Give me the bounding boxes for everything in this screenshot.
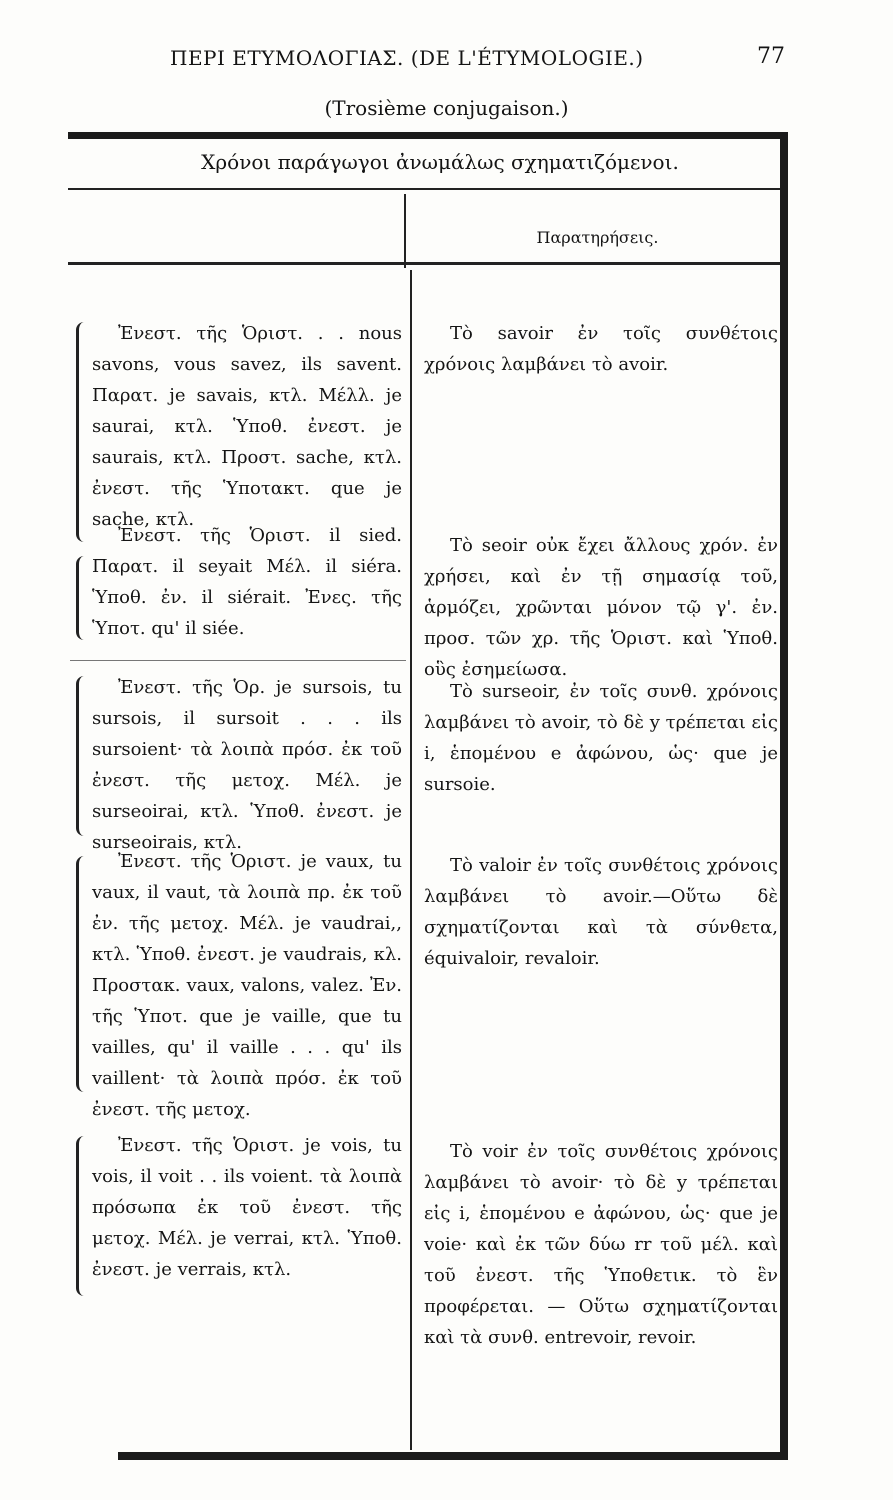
remark-text: Τὸ seoir οὐκ ἔχει ἄλλους χρόν. ἐν χρήσει, καὶ ἐν τῇ σημασίᾳ τοῦ, ἁρμόζει, χρῶνται μόνον τῷ γ'. ἐν. προσ. τῶν χρ. τῆς Ὁριστ. καὶ Ὑποθ. οὓς ἐσημείωσα. bbox=[424, 535, 778, 680]
remark-voir bbox=[424, 1136, 778, 1353]
entry-divider bbox=[70, 660, 406, 661]
remark-surseoir bbox=[424, 676, 778, 800]
table-right-border bbox=[780, 132, 788, 1460]
subtitle: (Trosième conjugaison.) bbox=[324, 96, 569, 120]
left-entry-text: Ἐνεστ. τῆς Ὁριστ. . . nous savons, vous savez, ils savent. Παρατ. je savais, κτλ. Μέλλ. je saurai, κτλ. Ὑποθ. ἐνεστ. je saurais, κτλ. Προστ. sache, κτλ. ἐνεστ. τῆς Ὑποτακτ. que je sache, κτλ. bbox=[92, 323, 402, 530]
brace-seoir bbox=[76, 556, 85, 640]
left-entry-savoir bbox=[92, 318, 402, 535]
right-column-header: Παρατηρήσεις. bbox=[536, 228, 659, 247]
remark-valoir bbox=[424, 850, 778, 974]
table-title: Χρόνοι παράγωγοι ἀνωμάλως σχηματιζόμενοι. bbox=[201, 150, 679, 174]
page-number: 77 bbox=[757, 44, 785, 69]
left-entry-text: Ἐνεστ. τῆς Ὁριστ. je vois, tu vois, il voit . . ils voient. τὰ λοιπὰ πρόσωπα ἐκ τοῦ ἐνεστ. τῆς μετοχ. Μέλ. je verrai, κτλ. Ὑποθ. ἐνεστ. je verrais, κτλ. bbox=[92, 1135, 402, 1280]
header-bottom-rule bbox=[68, 262, 780, 265]
brace-voir bbox=[76, 1136, 85, 1296]
left-entry-text: Ἐνεστ. τῆς Ὁριστ. je vaux, tu vaux, il vaut, τὰ λοιπὰ πρ. ἐκ τοῦ ἐν. τῆς μετοχ. Μέλ. je vaudrai,, κτλ. Ὑποθ. ἐνεστ. je vaudrais, κλ. Προστακ. vaux, valons, valez. Ἐν. τῆς Ὑποτ. que je vaille, que tu vailles, qu' il vaille . . . qu' ils vaillent· τὰ λοιπὰ πρόσ. ἐκ τοῦ ἐνεστ. τῆς μετοχ. bbox=[92, 851, 402, 1120]
left-entry-valoir bbox=[92, 846, 402, 1125]
remark-text: Τὸ savoir ἐν τοῖς συνθέτοις χρόνοις λαμβάνει τὸ avoir. bbox=[424, 323, 778, 375]
table-top-rule bbox=[68, 132, 788, 139]
remark-seoir bbox=[424, 530, 778, 685]
left-entry-surseoir bbox=[92, 672, 402, 858]
brace-savoir bbox=[76, 322, 85, 542]
header-column-separator bbox=[404, 194, 406, 268]
header-rule bbox=[68, 188, 780, 190]
remark-text: Τὸ voir ἐν τοῖς συνθέτοις χρόνοις λαμβάνει τὸ avoir· τὸ δὲ y τρέπεται εἰς i, ἑπομένου e ἀφώνου, ὡς· que je voie· καὶ ἐκ τῶν δύω rr τοῦ μέλ. καὶ τοῦ ἐνεστ. τῆς Ὑποθετικ. τὸ ἓν προφέρεται. — Οὕτω σχηματίζονται καὶ τὰ συνθ. entrevoir, revoir. bbox=[424, 1141, 778, 1348]
remark-savoir bbox=[424, 318, 778, 380]
remark-text: Τὸ surseoir, ἐν τοῖς συνθ. χρόνοις λαμβάνει τὸ avoir, τὸ δὲ y τρέπεται εἰς i, ἑπομένου e ἀφώνου, ὡς· que je sursoie. bbox=[424, 681, 778, 795]
left-entry-text: Ἐνεστ. τῆς Ὁριστ. il sied. Παρατ. il seyait Μέλ. il siéra. Ὑποθ. ἐν. il siérait. Ἐνες. τῆς Ὑποτ. qu' il siée. bbox=[92, 525, 402, 639]
column-separator bbox=[410, 270, 412, 1450]
running-title: ΠΕΡΙ ΕΤΥΜΟΛΟΓΙΑΣ. (DE L'ÉTYMOLOGIE.) bbox=[170, 46, 644, 70]
table-bottom-border bbox=[118, 1452, 788, 1460]
remark-text: Τὸ valoir ἐν τοῖς συνθέτοις χρόνοις λαμβάνει τὸ avoir.—Οὕτω δὲ σχηματίζονται καὶ τὰ σύνθετα, équivaloir, revaloir. bbox=[424, 855, 778, 969]
brace-valoir bbox=[76, 856, 85, 1092]
left-entry-voir bbox=[92, 1130, 402, 1285]
left-entry-seoir bbox=[92, 520, 402, 644]
brace-surseoir bbox=[76, 676, 85, 836]
left-entry-text: Ἐνεστ. τῆς Ὁρ. je sursois, tu sursois, il sursoit . . . ils sursoient· τὰ λοιπὰ πρόσ. ἐκ τοῦ ἐνεστ. τῆς μετοχ. Μέλ. je surseoirai, κτλ. Ὑποθ. ἐνεστ. je surseoirais, κτλ. bbox=[92, 677, 402, 853]
